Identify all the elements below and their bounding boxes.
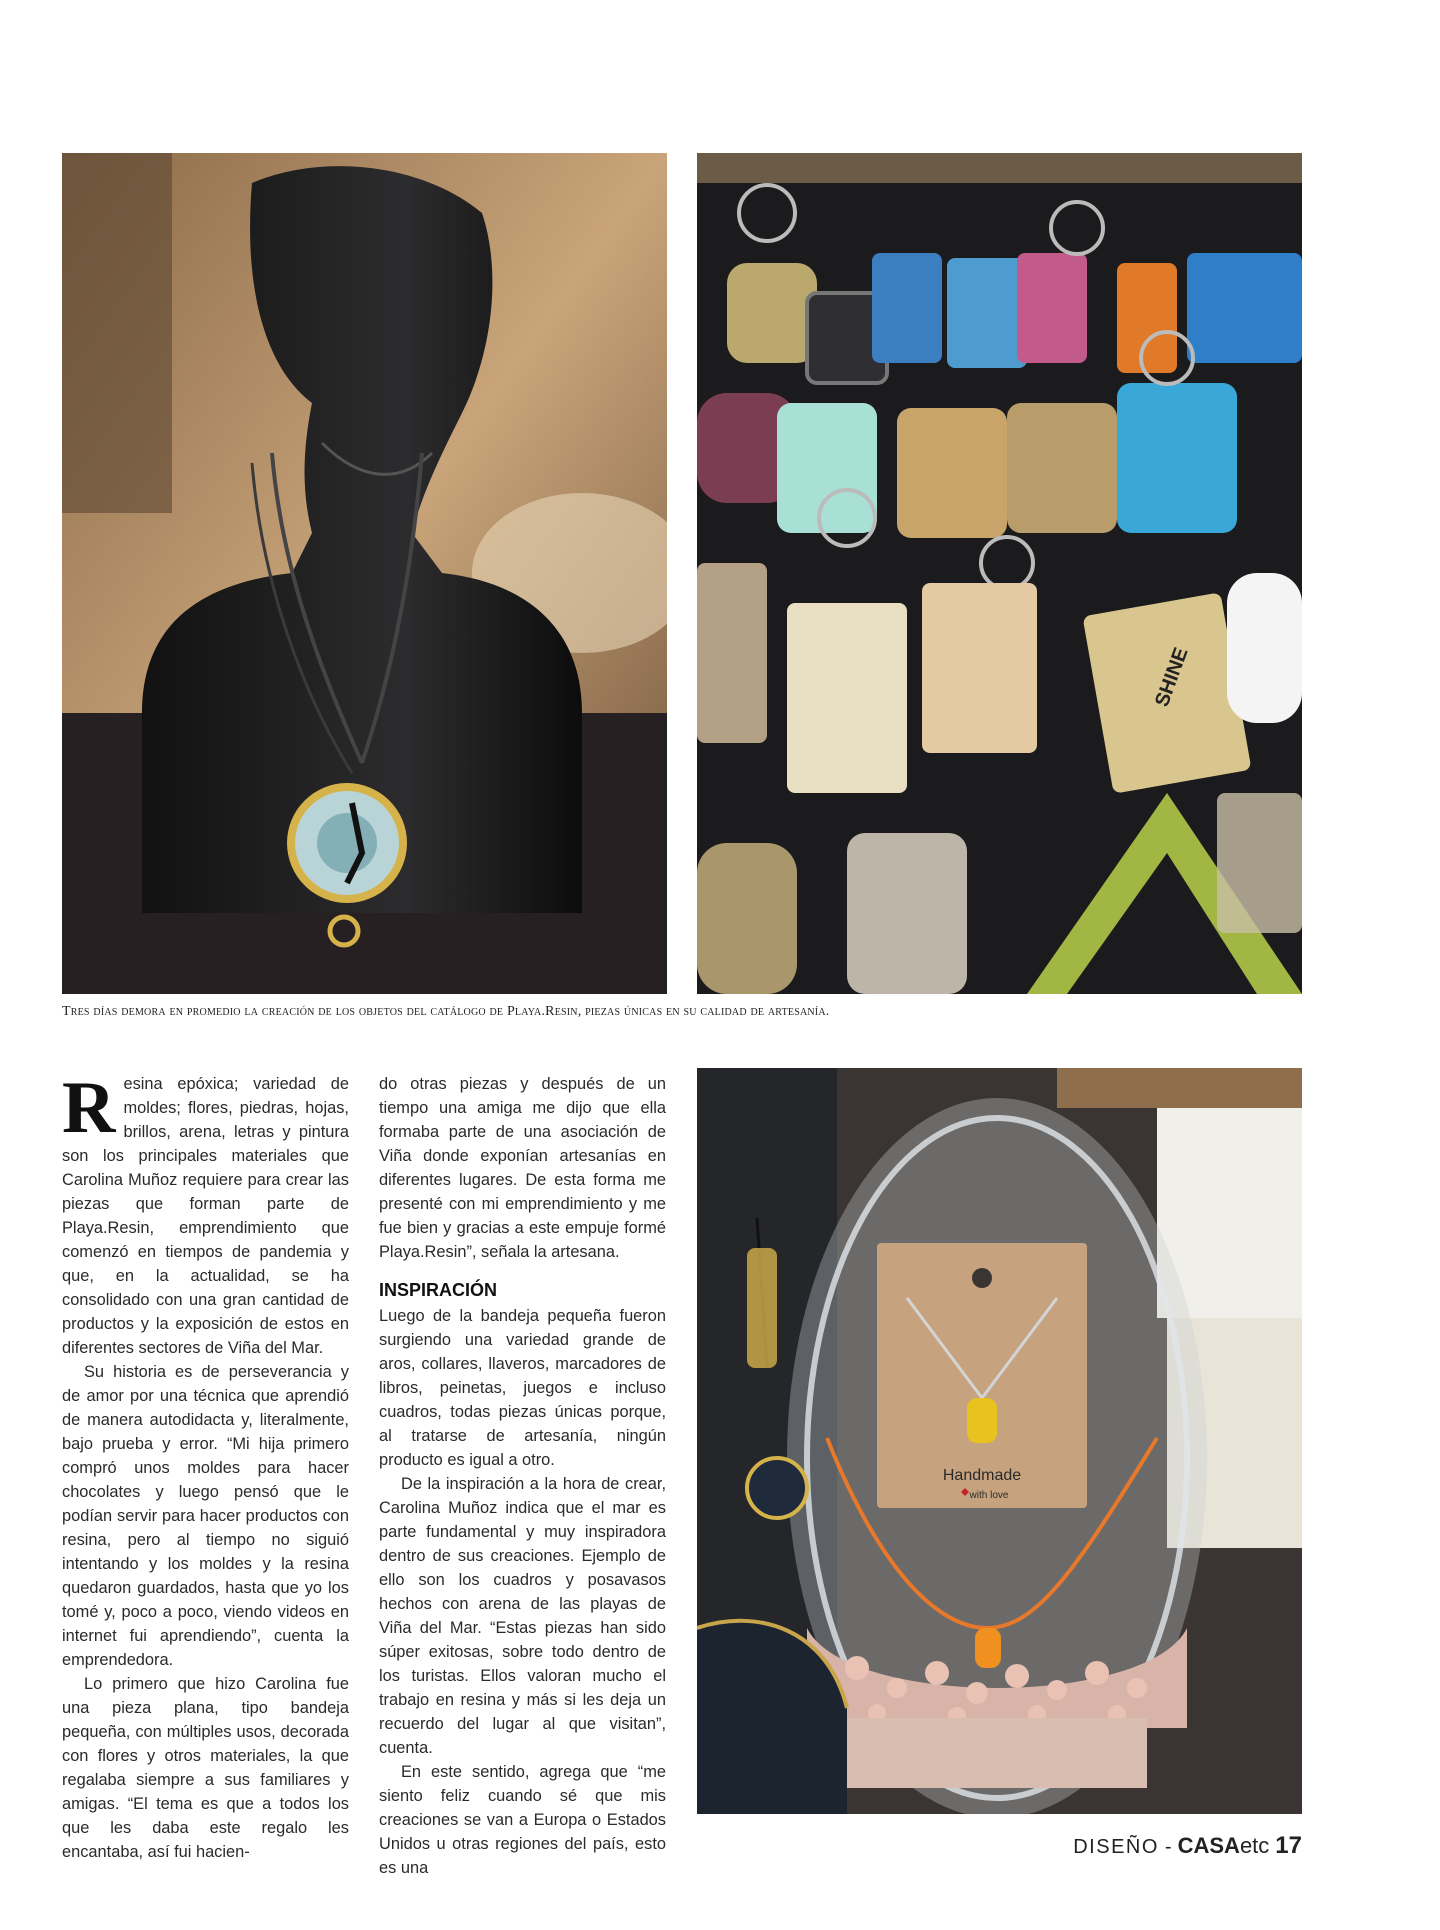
- article-paragraph-7: En este sentido, agrega que “me siento feliz cuando sé que mis creaciones se van a Europa o Estados Unidos u otras regiones del país, esto es una: [379, 1763, 666, 1877]
- article-paragraph-6: De la inspiración a la hora de crear, Carolina Muñoz indica que el mar es parte fundamental y muy inspiradora dentro de sus creaciones. Ejemplo de ello son los cuadros y posavasos hechos con arena de las playas de Viña del Mar. “Estas piezas han sido súper exitosas, sobre todo dentro de los turistas. Ellos valoran mucho el trabajo en resina y más si les deja un recuerdo del lugar al que visitan”, cuenta.: [379, 1475, 666, 1757]
- display-stand-photo: [697, 1068, 1302, 1814]
- folio-brand-suffix: etc: [1239, 1833, 1270, 1858]
- photo-caption: Tres días demora en promedio la creación de los objetos del catálogo de Playa.Resin, piezas únicas en su calidad de artesanía.: [62, 1004, 830, 1019]
- article-paragraph-3: Lo primero que hizo Carolina fue una pieza plana, tipo bandeja pequeña, con múltiples usos, decorada con flores y otros materiales, la que regalaba siempre a sus familiares y amigas. “El tema es que a todos los que les daba este regalo les encantaba, así fui hacien-: [62, 1675, 349, 1861]
- folio-section: DISEÑO: [1073, 1836, 1159, 1858]
- article-column-middle: [379, 1072, 666, 1880]
- keychains-photo: [697, 153, 1302, 994]
- article-paragraph-4: do otras piezas y después de un tiempo una amiga me dijo que ella formaba parte de una asociación de Viña donde exponían artesanías en diferentes lugares. De esta forma me presenté con mi emprendimiento y me fue bien y gracias a este empuje formé Playa.Resin”, señala la artesana.: [379, 1075, 666, 1261]
- page-folio: [1073, 1832, 1302, 1860]
- folio-brand: CASA: [1177, 1833, 1240, 1858]
- page-number: 17: [1275, 1832, 1302, 1859]
- handmade-card-label: Handmade: [942, 1467, 1022, 1484]
- dropcap: R: [62, 1067, 116, 1149]
- article-subhead: INSPIRACIÓN: [379, 1280, 498, 1300]
- paragraph-1-text: esina epóxica; variedad de moldes; flores, piedras, hojas, brillos, arena, letras y pintura son los principales materiales que Carolina Muñoz requiere para crear las piezas que forman parte de Playa.Resin, emprendimiento que comenzó en tiempos de pandemia y que, en la actualidad, se ha consolidado con una gran cantidad de productos y la exposición de estos en diferentes sectores de Viña del Mar.: [62, 1075, 349, 1357]
- article-paragraph-2: Su historia es de perseverancia y de amor por una técnica que aprendió de manera autodidacta y, literalmente, bajo prueba y error. “Mi hija primero compró unos moldes para hacer chocolates y luego pensó que le podían servir para hacer productos con resina, pero al tiempo no siguió intentando y los moldes y la resina quedaron guardados, hasta que yo los tomé y, poco a poco, viendo videos en internet fui aprendiendo”, cuenta la emprendedora.: [62, 1363, 349, 1669]
- article-paragraph-1: [62, 1067, 349, 1360]
- article-paragraph-5: Luego de la bandeja pequeña fueron surgiendo una variedad grande de aros, collares, llaveros, marcadores de libros, peinetas, juegos e incluso cuadros, todas piezas únicas porque, al tratarse de artesanía, ningún producto es igual a otro.: [379, 1307, 666, 1469]
- necklace-photo: [62, 153, 667, 994]
- shine-label: SHINE: [1151, 644, 1193, 710]
- article-column-left: [62, 1067, 349, 1864]
- with-love-label: with love: [969, 1490, 1009, 1501]
- folio-dash: -: [1164, 1836, 1172, 1858]
